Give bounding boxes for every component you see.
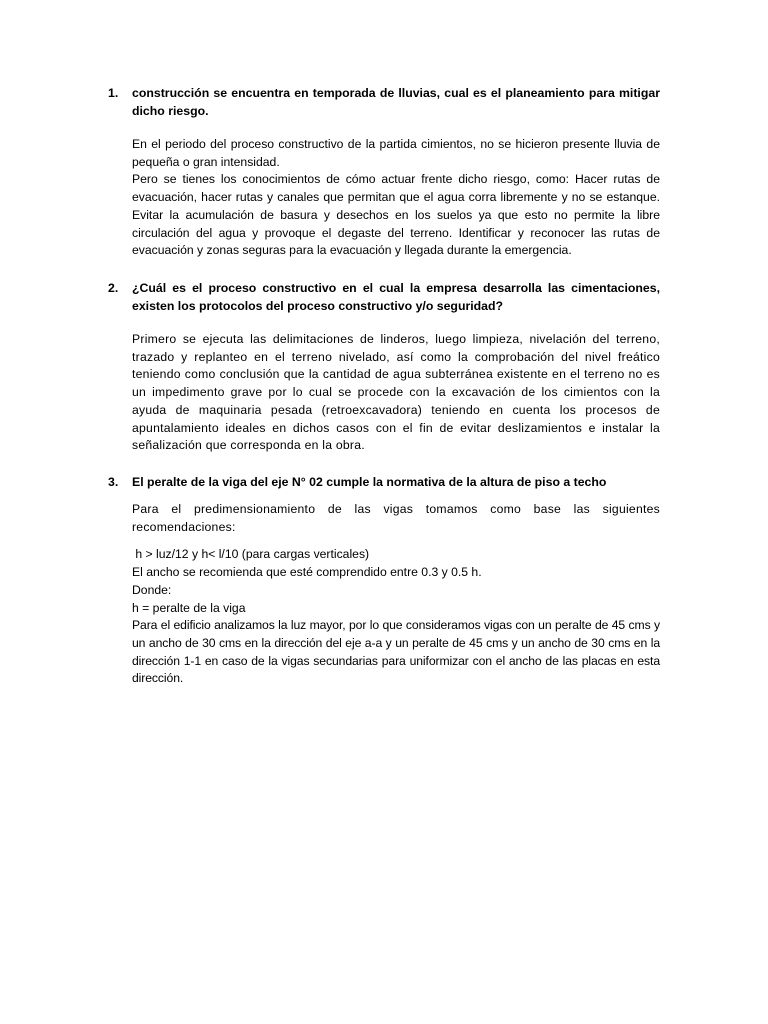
answer-paragraph: Primero se ejecuta las delimitaciones de linderos, luego limpieza, nivelación del terreno, trazado y replanteo en el terreno nivelado, así como la comprobación del nivel freático teniendo como conclusión que la cantidad de agua subterránea existente en el terreno no es un impedimento grave por lo cual se procede con la excavación de los cimientos con la ayuda de maquinaria pesada (retroexcavadora) teniendo en cuenta los procesos de apuntalamiento ideales en dichos casos con el fin de evitar deslizamientos e instalar la señalización que corresponda en la obra. <box>132 332 660 453</box>
where-label: Donde: <box>132 582 172 597</box>
answer-block <box>132 501 660 688</box>
question-item-1 <box>108 84 660 260</box>
question-item-2 <box>108 279 660 455</box>
question-heading: El peralte de la viga del eje N° 02 cumple la normativa de la altura de piso a techo <box>132 475 607 489</box>
answer-block <box>132 331 660 455</box>
answer-paragraph: En el periodo del proceso constructivo de la partida cimientos, no se hicieron presente lluvia de pequeña o gran intensidad. <box>132 137 660 169</box>
question-heading: ¿Cuál es el proceso constructivo en el cual la empresa desarrolla las cimentaciones, existen los protocolos del proceso constructivo y/o seguridad? <box>132 281 660 313</box>
width-note: El ancho se recomienda que esté comprendido entre 0.3 y 0.5 h. <box>132 565 482 580</box>
question-heading: construcción se encuentra en temporada de lluvias, cual es el planeamiento para mitigar dicho riesgo. <box>132 86 660 118</box>
answer-intro: Para el predimensionamiento de las vigas tomamos como base las siguientes recomendaciones: <box>132 502 660 534</box>
question-number: 1. <box>108 86 119 100</box>
formula-line: h > luz/12 y h< l/10 (para cargas verticales) <box>132 547 370 562</box>
question-number: 3. <box>108 475 119 489</box>
question-item-3 <box>108 473 660 688</box>
definition-line: h = peralte de la viga <box>132 600 246 615</box>
answer-paragraph: Pero se tienes los conocimientos de cómo actuar frente dicho riesgo, como: Hacer rutas de evacuación, hacer rutas y canales que permitan que el agua corra libremente y no se estanque. Evitar la acumulación de basura y desechos en los suelos ya que esto no permite la libre circulación del agua y provoque el degaste del terreno. Identificar y reconocer las rutas de evacuación y zonas seguras para la evacuación y llegada durante la emergencia. <box>132 172 660 258</box>
answer-conclusion: Para el edificio analizamos la luz mayor, por lo que consideramos vigas con un peralte de 45 cms y un ancho de 30 cms en la dirección del eje a-a y un peralte de 45 cms y un ancho de 30 cms en la dirección 1-1 en caso de la vigas secundarias para uniformizar con el ancho de las placas en esta dirección. <box>132 618 660 686</box>
answer-block <box>132 136 660 260</box>
question-number: 2. <box>108 281 119 295</box>
